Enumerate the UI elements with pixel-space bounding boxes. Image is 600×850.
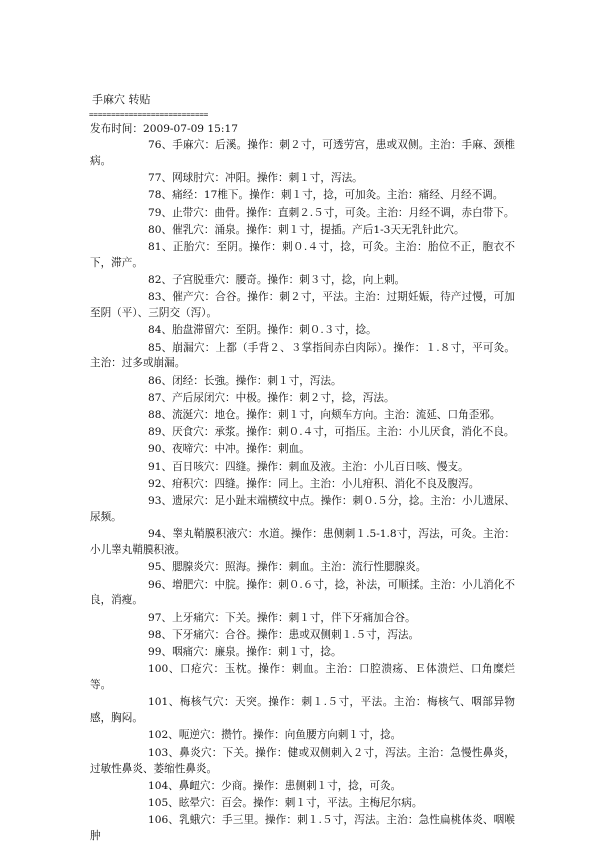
publish-time-label: 发布时间： (90, 123, 143, 135)
list-item: 106、乳蛾穴：手三里。操作：刺１.５寸，泻法。主治：急性扁桃体炎、咽喉肿 (90, 814, 515, 843)
post-title: 手麻穴 转贴 (92, 93, 151, 106)
publish-time-line (90, 122, 238, 138)
list-item: 91、百日咳穴：四缝。操作：刺血及液。主治：小儿百日咳、慢支。 (148, 460, 469, 473)
list-item: 99、咽痛穴：廉泉。操作：刺１寸，捻。 (148, 646, 342, 659)
list-item: 78、痛经：17椎下。操作：刺１寸，捻，可加灸。主治：痛经、月经不调。 (148, 189, 504, 202)
list-item: 101、梅核气穴：天突。操作：刺１.５寸，平法。主治：梅核气、咽部异物感，胸闷。 (90, 696, 515, 725)
list-item: 85、崩漏穴：上都（手背２、３掌指间赤白肉际）。操作：１.８寸，平可灸。主治：过多或崩漏。 (90, 341, 515, 370)
list-item: 77、网球肘穴：冲阳。操作：刺１寸，泻法。 (148, 172, 363, 185)
list-item: 94、睾丸鞘膜积液穴：水道。操作：患侧刺１.5-1.8寸，泻法，可灸。主治：小儿睾丸鞘膜积液。 (90, 528, 515, 557)
list-item: 98、下牙痛穴：合谷。操作：患或双侧刺１.５寸，泻法。 (148, 628, 420, 641)
list-item: 84、胎盘滞留穴：至阴。操作：刺０.３寸，捻。 (148, 324, 377, 337)
list-item: 87、产后尿闭穴：中极。操作：刺２寸，捻，泻法。 (148, 391, 395, 404)
separator-rule: =========================== (89, 110, 209, 119)
list-item: 104、鼻衄穴：少商。操作：患侧刺１寸，捻，可灸。 (148, 779, 402, 792)
list-item: 82、子宫脱垂穴：腰奇。操作：刺３寸，捻，向上刺。 (148, 274, 406, 287)
list-item: 95、腮腺炎穴：照海。操作：刺血。主治：流行性腮腺炎。 (148, 561, 427, 574)
list-item: 83、催产穴：合谷。操作：刺２寸，平法。主治：过期妊娠，待产过慢，可加至阴（平）、三阴交（泻）。 (90, 291, 515, 320)
list-item: 89、厌食穴：承浆。操作：刺０.４寸，可指压。主治：小儿厌食，消化不良。 (148, 426, 515, 439)
list-item: 90、夜啼穴：中冲。操作：刺血。 (148, 443, 310, 456)
list-item: 76、手麻穴：后溪。操作：刺２寸，可透劳宫，患或双侧。主治：手麻、颈椎病。 (90, 139, 515, 167)
list-item: 92、疳积穴：四缝。操作：同上。主治：小儿疳积、消化不良及腹泻。 (148, 477, 480, 490)
list-item: 81、正胎穴：至阴。操作：刺０.４寸，捻，可灸。主治：胎位不正，胞衣不下，滞产。 (90, 240, 515, 269)
publish-time-value: 2009-07-09 15:17 (142, 123, 238, 135)
list-item: 100、口疮穴：玉枕。操作：刺血。主治：口腔溃疡、Ｅ体溃烂、口角糜烂等。 (90, 663, 515, 692)
list-item: 103、鼻炎穴：下关。操作：健或双侧刺入２寸，泻法。主治：急慢性鼻炎，过敏性鼻炎、萎缩性鼻炎。 (90, 746, 515, 775)
list-item: 88、流涎穴：地仓。操作：刺１寸，向颊车方向。主治：流延、口角歪邪。 (148, 409, 501, 422)
list-item: 96、增肥穴：中脘。操作：刺０.６寸，捻，补法，可顺揉。主治：小儿消化不良，消瘦。 (90, 578, 515, 607)
list-item: 79、止带穴：曲骨。操作：直刺２.５寸，可灸。主治：月经不调，赤白带下。 (148, 206, 515, 219)
list-item: 93、遗尿穴：足小趾末端横纹中点。操作：刺０.５分，捻。主治：小儿遗尿、尿频。 (90, 495, 515, 523)
list-item: 80、催乳穴：涌泉。操作：刺１寸，提插。产后1-3天无乳针此穴。 (148, 223, 465, 236)
list-item: 86、闭经：长強。操作：刺１寸，泻法。 (148, 374, 342, 387)
list-item: 105、眩晕穴：百会。操作：刺１寸，平法。主梅尼尔病。 (148, 796, 423, 809)
list-item: 97、上牙痛穴：下关。操作：刺１寸，伴下牙痛加合谷。 (148, 611, 416, 624)
list-item: 102、呃逆穴：攒竹。操作：向鱼腰方向刺１寸，捻。 (148, 729, 402, 742)
acupoint-list (90, 138, 515, 846)
